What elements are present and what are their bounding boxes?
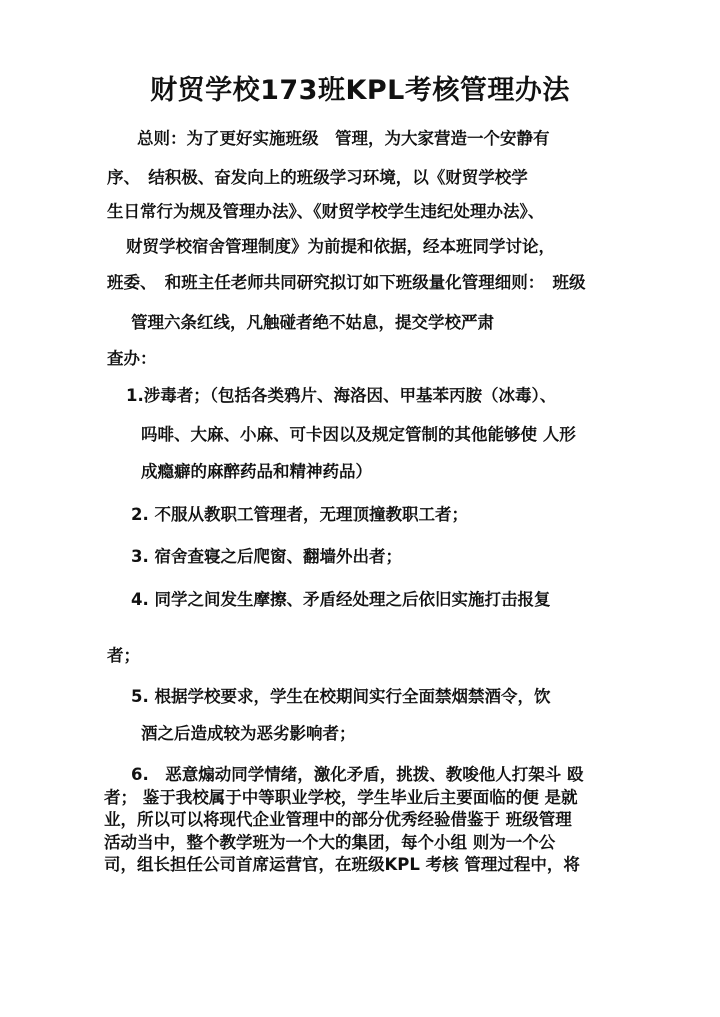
text-line: 总则：为了更好实施班级 管理，为大家营造一个安静有 [137, 129, 550, 148]
text-line: 财贸学校宿舍管理制度》为前提和依据，经本班同学讨论， [126, 237, 555, 256]
text-line: 活动当中，整个教学班为一个大的集团，每个小组 则为一个公 [104, 832, 556, 852]
document-title: 财贸学校173班KPL考核管理办法 [150, 75, 570, 106]
text-line: 业，所以可以将现代企业管理中的部分优秀经验借鉴于 班级管理 [104, 810, 572, 829]
list-item: 5. 根据学校要求，学生在校期间实行全面禁烟禁酒令，饮 [131, 687, 551, 706]
list-item: 1.涉毒者；（包括各类鸦片、海洛因、甲基苯丙胺（冰毒）、 [126, 386, 557, 405]
text-line: 6. 恶意煽动同学情绪，激化矛盾，挑拨、教唆他人打架斗 殴 [131, 765, 584, 784]
list-item: 3. 宿舍查寝之后爬窗、翻墙外出者； [131, 547, 402, 566]
text-line: 序、 结积极、奋发向上的班级学习环境，以《财贸学校学 [107, 168, 528, 187]
text-line: 管理六条红线，凡触碰者绝不姑息，提交学校严肃 [131, 313, 494, 332]
list-item: 酒之后造成较为恶劣影响者； [141, 724, 356, 743]
text-line: 班委、 和班主任老师共同研究拟订如下班级量化管理细则： 班级 [107, 273, 586, 292]
list-item: 4. 同学之间发生摩擦、矛盾经处理之后依旧实施打击报复 [131, 590, 551, 609]
text-line: 者； 鉴于我校属于中等职业学校，学生毕业后主要面临的便 是就 [104, 787, 578, 807]
list-item: 者； [107, 646, 140, 665]
list-item: 2. 不服从教职工管理者，无理顶撞教职工者； [131, 505, 468, 524]
list-item: 吗啡、大麻、小麻、可卡因以及规定管制的其他能够使 人形 [141, 425, 576, 444]
text-line: 生日常行为规及管理办法》、《财贸学校学生违纪处理办法》、 [107, 202, 545, 221]
list-item: 成瘾癖的麻醉药品和精神药品） [141, 462, 372, 481]
text-line: 查办： [107, 349, 157, 368]
text-line: 司，组长担任公司首席运营官，在班级KPL 考核 管理过程中，将 [104, 855, 580, 874]
dense-paragraph [104, 764, 624, 877]
